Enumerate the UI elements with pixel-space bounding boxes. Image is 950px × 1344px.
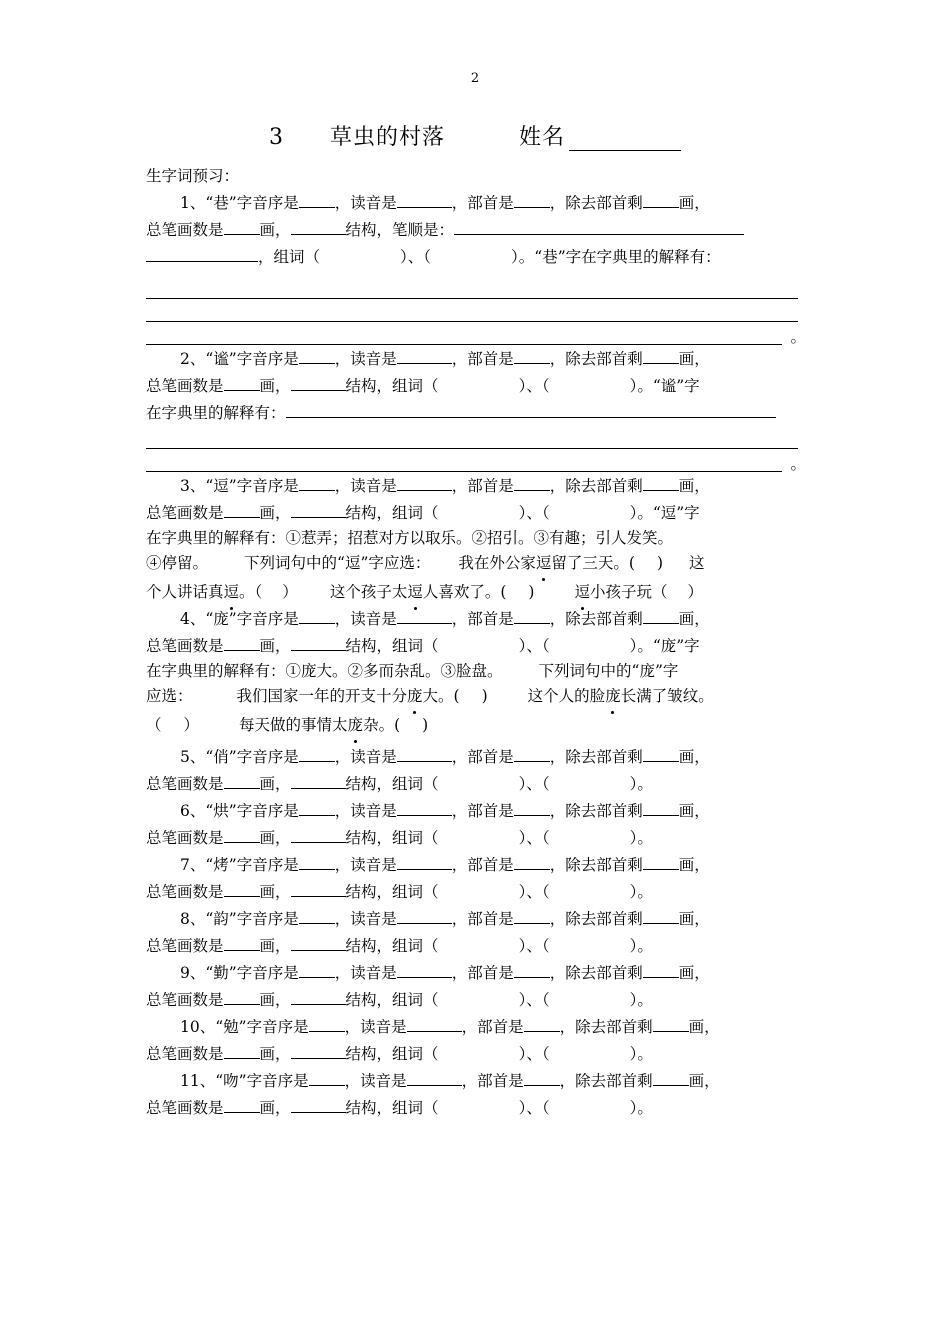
lesson-title: 草虫的村落: [329, 125, 445, 150]
item-1-line1: 1、“巷”字音序是 ，读音是 ，部首是 ，除去部首剩 画，: [146, 189, 806, 216]
answer-line[interactable]: [286, 399, 776, 418]
name-label: 姓名: [519, 125, 566, 150]
stroke-order-blank[interactable]: [454, 216, 744, 235]
items-5-11: 5、“俏”字音序是 ，读音是 ，部首是 ，除去部首剩 画， 总笔画数是 画， 结构，组词（ ）、（ ）。 6、“烘”字音序是 ，读音是 ，部首是 ，除去部首剩 画， 总笔画数是 画， 结构，组词（ ）、（ ）。 7、“烤”字音序是 ，读音是 ，部首是 ，除去部首剩 画， 总笔画数是 画， 结构，组词（ ）、（ ）。 8、“韵”字音序是 ，读音是 ，部首是 ，除去部首剩 画， 总笔画数是 画， 结构，组词（ ）、（ ）。 9、“勤”字音序是 ，读音是 ，部首是 ，除去部首剩 画， 总笔画数是 画， 结构，组词（ ）、（ ）。 10、“勉”字音序是 ，读音是 ，部首是 ，除去部首剩 画， 总笔画数是 画， 结构，组词（ ）、（ ）。 11、“吻”字音序是 ，读音是 ，部首是 ，除去部首剩 画， 总笔画数是 画， 结构，组词（ ）、（ ）。: [146, 743, 806, 1121]
worksheet-body: 生字词预习： 1、“巷”字音序是 ，读音是 ，部首是 ，除去部首剩 画， 总笔画数是 画， 结构，笔顺是： ，组词（ ）、（ ）。“巷”字在字典里的解释有： 。 2、“谧”字音序是 ，读音是 ，部首是 ，除去部首剩 画， 总笔画数是 画， 结构，组词（ ）、（ ）。“谧”字 在字典里的解释有： 。 3、“逗”字音序是 ，读音是 ，部首是 ，除去部首剩 画， 总笔画数是 画， 结构，组词（ ）、（ ）。“逗”字 在字典里的解释有：①惹弄；招惹对方以取乐。②招引。③有趣；引人发笑。 ④停留。 下列词句中的“逗”字应选： 我在外公家逗留了三天。( ) 这 个人讲话真逗。（ ） 这个孩子太逗人喜欢了。( ) 逗小孩子玩（ ） 4、“庞”字音序是 ，读音是 ，部首是 ，除去部首剩 画， 总笔画数是 画， 结构，组词（ ）、（ ）。“庞”字 在字典里的解释有：①庞大。②多而杂乱。③脸盘。 下列词句中的“庞”字 应选： 我们国家一年的开支十分庞大。( ) 这个人的脸庞长满了皱纹。 （ ） 每天做的事情太庞杂。( ) 5、“俏”字音序是 ，读音是 ，部首是 ，除去部首剩 画， 总笔画数是 画， 结构，组词（ ）、（ ）。 6、“烘”字音序是 ，读音是 ，部首是 ，除去部首剩 画， 总笔画数是 画， 结构，组词（ ）、（ ）。 7、“烤”字音序是 ，读音是 ，部首是 ，除去部首剩 画， 总笔画数是 画， 结构，组词（ ）、（ ）。 8、“韵”字音序是 ，读音是 ，部首是 ，除去部首剩 画， 总笔画数是 画， 结构，组词（ ）、（ ）。 9、“勤”字音序是 ，读音是 ，部首是 ，除去部首剩 画， 总笔画数是 画， 结构，组词（ ）、（ ）。 10、“勉”字音序是 ，读音是 ，部首是 ，除去部首剩 画， 总笔画数是 画， 结构，组词（ ）、（ ）。 11、“吻”字音序是 ，读音是 ，部首是 ，除去部首剩 画， 总笔画数是 画， 结构，组词（ ）、（ ）。: [146, 164, 806, 1121]
lesson-number: 3: [268, 125, 284, 150]
item-1-line2: 总笔画数是 画， 结构，笔顺是：: [146, 216, 806, 243]
answer-line[interactable]: [146, 449, 782, 472]
item-2-line1: 2、“谧”字音序是 ，读音是 ，部首是 ，除去部首剩 画，: [146, 345, 806, 372]
item-3-def: 在字典里的解释有：①惹弄；招惹对方以取乐。②招引。③有趣；引人发笑。: [146, 529, 674, 547]
item-3-line2: 总笔画数是 画， 结构，组词（ ）、（ ）。“逗”字: [146, 499, 806, 526]
name-field[interactable]: [569, 126, 681, 151]
blank[interactable]: [224, 216, 260, 235]
item-4-line2: 总笔画数是 画， 结构，组词（ ）、（ ）。“庞”字: [146, 632, 806, 659]
blank[interactable]: [397, 189, 452, 208]
item-3-line5: 个人讲话真逗。（ ） 这个孩子太逗人喜欢了。( ) 逗小孩子玩（ ）: [146, 580, 806, 605]
item-3-line1: 3、“逗”字音序是 ，读音是 ，部首是 ，除去部首剩 画，: [146, 472, 806, 499]
item-4-line5: （ ） 每天做的事情太庞杂。( ): [146, 713, 806, 738]
page-title: [0, 120, 950, 151]
blank[interactable]: [146, 243, 258, 262]
section-label: 生字词预习：: [146, 167, 240, 185]
blank[interactable]: [643, 189, 679, 208]
blank[interactable]: [514, 189, 550, 208]
item-4-line3: 在字典里的解释有：①庞大。②多而杂乱。③脸盘。 下列词句中的“庞”字: [146, 662, 679, 680]
answer-line[interactable]: [146, 276, 798, 299]
blank[interactable]: [299, 189, 335, 208]
item-1-line3: ，组词（ ）、（ ）。“巷”字在字典里的解释有：: [146, 243, 806, 270]
blank[interactable]: [291, 216, 346, 235]
item-4-line4: 应选： 我们国家一年的开支十分庞大。( ) 这个人的脸庞长满了皱纹。: [146, 684, 806, 709]
item-2-line2: 总笔画数是 画， 结构，组词（ ）、（ ）。“谧”字: [146, 372, 806, 399]
answer-line[interactable]: [146, 322, 782, 345]
item-2-line3: 在字典里的解释有：: [146, 399, 806, 426]
answer-line[interactable]: [146, 299, 798, 322]
item-3-line4: ④停留。 下列词句中的“逗”字应选： 我在外公家逗留了三天。( ) 这: [146, 551, 806, 576]
answer-line[interactable]: [146, 426, 798, 449]
page-number: 2: [470, 71, 480, 86]
item-4-line1: 4、“庞”字音序是 ，读音是 ，部首是 ，除去部首剩 画，: [146, 605, 806, 632]
